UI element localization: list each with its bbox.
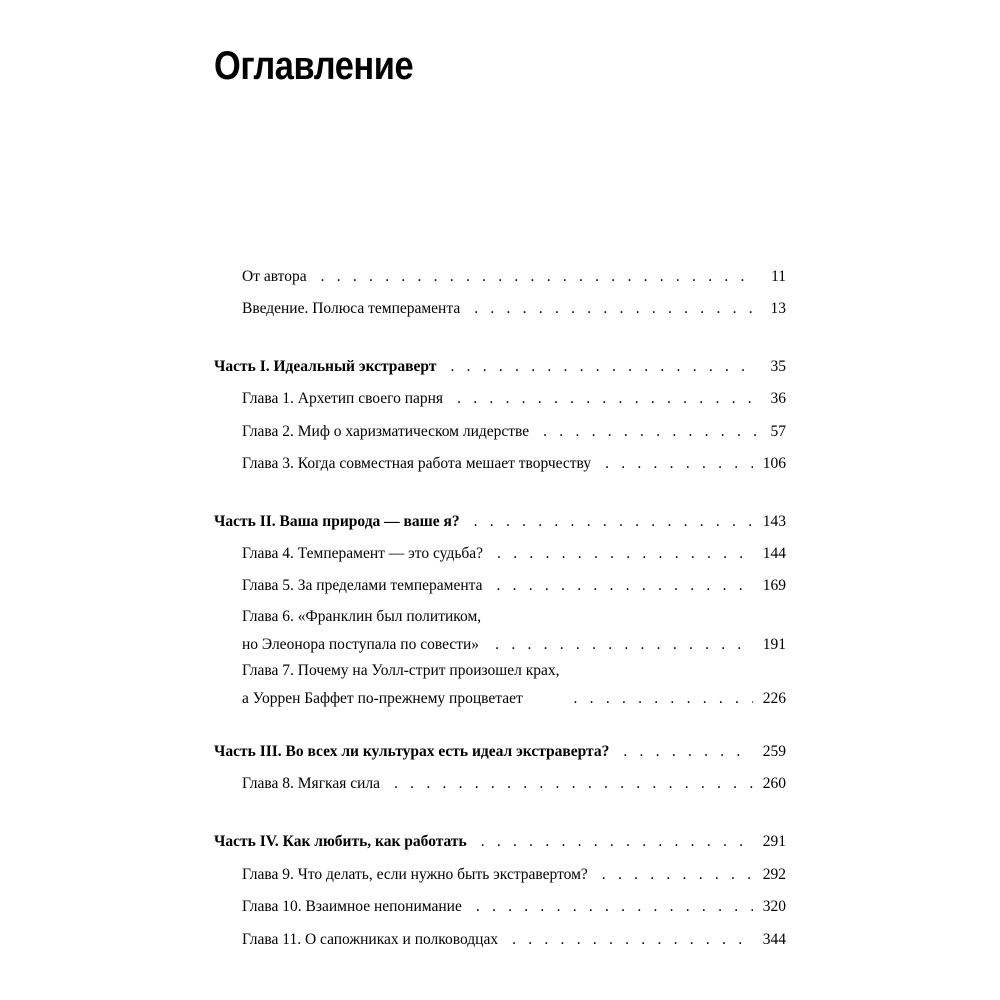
entry-title: Глава 3. Когда совместная работа мешает творчеству [242,455,592,472]
dot-leader [450,356,756,378]
toc-entry-chapter-8 [242,773,786,795]
page-number: 143 [762,513,786,530]
dot-leader [512,929,753,951]
toc-entry-chapter-6 [242,606,786,656]
entry-title: Введение. Полюса темперамента [242,300,461,317]
page-number: 144 [762,545,786,562]
toc-entry-chapter-1 [242,388,786,410]
toc-entry-part-3 [214,741,786,763]
page-number: 259 [762,743,786,760]
entry-title: Глава 5. За пределами темперамента [242,577,483,594]
entry-title [242,660,560,710]
page-number: 292 [762,866,786,883]
dot-leader [474,511,753,533]
dot-leader [481,831,753,853]
page-number: 320 [762,898,786,915]
toc-entry-part-2 [214,511,786,533]
entry-title: Часть IV. Как любить, как работать [214,833,467,850]
entry-title: Часть II. Ваша природа — ваше я? [214,513,460,530]
entry-title: Часть I. Идеальный экстраверт [214,358,437,375]
page-number: 106 [762,455,786,472]
toc-entry-part-1 [214,356,786,378]
toc-entry-chapter-7 [242,660,786,710]
dot-leader [497,543,753,565]
dot-leader [476,896,753,918]
page-number: 291 [762,833,786,850]
page-number: 35 [770,358,786,375]
entry-title-line-2: а Уоррен Баффет по-прежнему процветает [242,690,523,707]
dot-leader [495,634,753,656]
toc-entry-chapter-5 [242,575,786,597]
toc-entry-chapter-10 [242,896,786,918]
page-number: 191 [762,636,786,653]
dot-leader [496,575,752,597]
entry-title-line-1: Глава 6. «Франклин был политиком, [242,608,482,625]
page-title: Оглавление [214,44,414,88]
entry-title: Глава 9. Что делать, если нужно быть экстравертом? [242,866,588,883]
toc-entry-chapter-3 [242,453,786,475]
dot-leader [602,864,753,886]
page-number: 11 [771,268,786,285]
page-number: 226 [762,690,786,707]
entry-title: Глава 1. Архетип своего парня [242,390,444,407]
toc-entry-chapter-11 [242,929,786,951]
entry-title: Глава 4. Темперамент — это судьба? [242,545,484,562]
dot-leader [394,773,753,795]
entry-title: Глава 11. О сапожниках и полководцах [242,931,499,948]
toc-entry-chapter-4 [242,543,786,565]
toc-entry-part-4 [214,831,786,853]
entry-title: Часть III. Во всех ли культурах есть идеал экстраверта? [214,743,610,760]
dot-leader [574,688,753,710]
page-number: 13 [770,300,786,317]
dot-leader [321,266,756,288]
entry-title: Глава 10. Взаимное непонимание [242,898,462,915]
entry-title-line-2: но Элеонора поступала по совести» [242,636,480,653]
entry-title-line-1: Глава 7. Почему на Уолл-стрит произошел крах, [242,662,560,679]
toc-entry-from-author [242,266,786,288]
dot-leader [474,298,756,320]
toc-entry-chapter-2 [242,421,786,443]
entry-title: Глава 2. Миф о харизматическом лидерстве [242,423,530,440]
toc-entry-chapter-9 [242,864,786,886]
page-number: 169 [762,577,786,594]
entry-title: Глава 8. Мягкая сила [242,775,381,792]
page-number: 36 [770,390,786,407]
dot-leader [623,741,752,763]
dot-leader [457,388,756,410]
page-number: 57 [770,423,786,440]
dot-leader [543,421,756,443]
page-number: 344 [762,931,786,948]
dot-leader [605,453,753,475]
toc-entry-introduction [242,298,786,320]
entry-title: От автора [242,268,307,285]
page-number: 260 [762,775,786,792]
entry-title [242,606,481,656]
